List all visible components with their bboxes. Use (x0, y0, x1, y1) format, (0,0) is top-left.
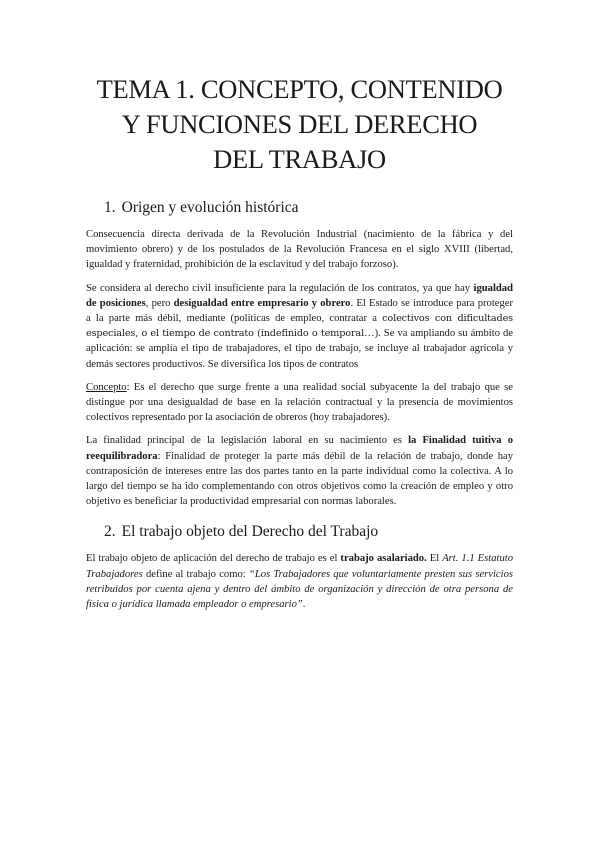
title-line-2: Y FUNCIONES DEL DERECHO (121, 109, 478, 139)
p2-text-g: …). Se va ampliando su ámbito de aplicación: se amplía el tipo de trabajadores, el tipo de trabajo, se incluye al trabajador agrícola y demás sectores productivos. Se diversifica los tipos de contratos (86, 328, 514, 370)
s2-italic-quote: “Los Trabajadores que voluntariamente presten sus servicios retribuidos por cuenta ajena y dentro del ámbito de organización y dirección de otra persona de física o jurídica llamada empleador o empresario” (86, 568, 513, 611)
section-1-title: Origen y evolución histórica (121, 199, 299, 216)
section-1-paragraph-1: Consecuencia directa derivada de la Revolución Industrial (nacimiento de la fábrica y del movimiento obrero) y de los postulados de la Revolución Francesa en el siglo XVIII (libertad, igualdad y fraternidad, prohibición de la esclavitud y del trabajo forzoso). (86, 229, 513, 271)
s2-text-g: . (302, 599, 306, 611)
s2-text-c: El (426, 553, 443, 565)
s2-text-e: define al trabajo como: (142, 568, 249, 580)
p2-bold-igualdad: igualdad de posiciones (86, 282, 513, 309)
section-2-title: El trabajo objeto del Derecho del Trabajo (121, 523, 379, 541)
p2-text-c: , pero (145, 297, 174, 309)
section-1-paragraph-2 (86, 281, 513, 372)
s2-bold-trabajo-asalariado: trabajo asalariado. (340, 553, 427, 565)
concepto-label: Concepto (86, 381, 127, 393)
p2-text-e: . El Estado se introduce para proteger a la parte más débil, mediante (políticas de empleo, contratar a (86, 297, 513, 325)
document-title (78, 72, 521, 177)
title-line-1: TEMA 1. CONCEPTO, CONTENIDO (96, 74, 503, 104)
p4-bold-finalidad: la Finalidad tuitiva o reequilibradora (86, 435, 513, 462)
section-2-paragraph-1 (86, 551, 513, 612)
concepto-text: : Es el derecho que surge frente a una realidad social subyacente la del trabajo que se distingue por una desigualdad de base en la relación contractual y la presencia de movimientos colectivos representado por la asociación de obreros (hoy trabajadores). (86, 381, 513, 424)
p2-text-colectivos: colectivos con dificultades especiales, o el tiempo de contrato (indefinido o temporal (86, 313, 513, 340)
section-2-number: 2. (104, 523, 116, 541)
section-1-heading (104, 199, 513, 217)
s2-text-a: El trabajo objeto de aplicación del derecho de trabajo es el (86, 553, 341, 565)
s2-italic-art: Art. 1.1 Estatuto Trabajadores (86, 553, 513, 580)
section-1-paragraph-4 (86, 433, 513, 509)
p2-text-a: Se considera al derecho civil insuficiente para la regulación de los contratos, ya que hay (86, 282, 474, 294)
section-2-heading (104, 523, 513, 541)
p4-text-a: La finalidad principal de la legislación laboral en su nacimiento es (86, 435, 409, 447)
title-line-3: DEL TRABAJO (213, 144, 386, 174)
section-1-paragraph-3 (86, 380, 513, 426)
p2-bold-desigualdad: desigualdad entre empresario y obrero (173, 297, 351, 309)
p4-text-c: : Finalidad de proteger la parte más débil de la relación de trabajo, donde hay contraposición de intereses entre las dos partes tanto en la parte individual como la colectiva. A lo largo del tiempo se ha ido complementando con otros objetivos como la creación de empleo y otro objetivo es beneficiar la productividad empresarial con normas laborales. (86, 450, 513, 508)
section-1-number: 1. (104, 199, 116, 216)
